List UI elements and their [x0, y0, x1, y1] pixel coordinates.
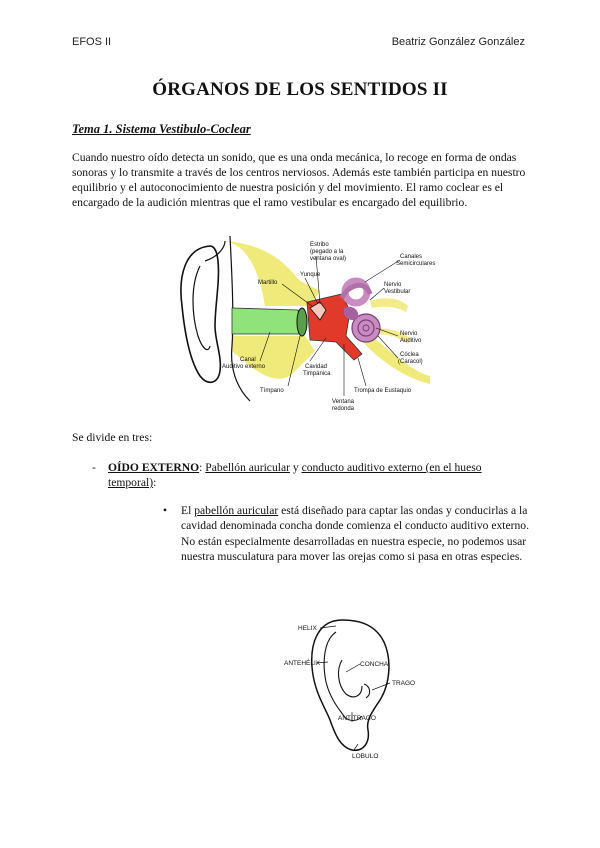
label-lobulo: LOBULO	[352, 753, 379, 760]
label-antehelix: ANTEHÉLIX	[284, 660, 321, 667]
label-coclea2: (Caracol)	[398, 359, 423, 365]
label-trago: TRAGO	[392, 680, 416, 687]
list-dash: -	[92, 461, 96, 474]
item-part1: Pabellón auricular	[205, 461, 290, 474]
section-title: Tema 1. Sistema Vestibulo-Coclear	[72, 122, 251, 136]
label-antitrago: ANTITRAGO	[338, 715, 376, 722]
pinna-outline	[181, 246, 220, 382]
external-auditory-canal	[232, 308, 302, 334]
label-cavidad1: Cavidad	[305, 364, 328, 370]
vestibular-nerve	[370, 298, 408, 312]
label-trompa: Trompa de Eustaquio	[354, 388, 412, 394]
item-part2: conducto auditivo externo (en el hueso temporal)	[108, 461, 482, 489]
eardrum	[297, 308, 307, 336]
item-end: :	[153, 476, 157, 489]
page-title: ÓRGANOS DE LOS SENTIDOS II	[152, 79, 448, 100]
label-estribo: Estribo	[310, 242, 329, 248]
label-helix: HELIX	[298, 625, 317, 632]
bullet-term: pabellón auricular	[194, 504, 279, 517]
ear-anatomy-diagram	[170, 236, 450, 416]
intro-paragraph: Cuando nuestro oído detecta un sonido, que es una onda mecánica, lo recoge en forma de ondas sonoras y lo transmite a través de los centros nerviosos. Además este también participa en nuestro equilibrio y el autoconocimiento de nuestra posición y del movimiento. El ramo coclear es el encargado de la audición mientras que el ramo vestibular es encargado del equilibrio.	[72, 151, 526, 209]
label-nervio-vest1: Nervio	[384, 282, 402, 288]
list-item-oido-externo	[92, 460, 522, 490]
label-nervio-aud2: Auditivo	[400, 338, 422, 344]
label-coclea1: Cóclea	[400, 352, 419, 358]
label-ventana1: Ventana	[332, 399, 355, 405]
label-canales1: Canales	[400, 254, 423, 260]
label-ventana2: redonda	[332, 406, 355, 412]
label-nervio-aud1: Nervio	[400, 331, 418, 337]
item-colon: :	[199, 461, 203, 474]
label-martillo: Martillo	[258, 280, 278, 286]
pinna-shape	[312, 620, 389, 750]
label-canal1: Canal	[240, 357, 256, 363]
label-estribo-sub2: ventana oval)	[310, 256, 347, 262]
pinna-diagram	[280, 612, 420, 762]
bullet-lead: El	[181, 504, 195, 517]
label-canal2: Auditivo externo	[222, 364, 266, 370]
label-estribo-sub1: (pegado a la	[310, 249, 344, 255]
item-connector: y	[289, 461, 302, 474]
label-cavidad2: Timpánica	[303, 371, 331, 377]
label-timpano: Tímpano	[260, 388, 284, 394]
label-nervio-vest2: Vestibular	[384, 289, 411, 295]
item-heading: OÍDO EXTERNO	[108, 461, 200, 474]
header-left: EFOS II	[72, 36, 112, 48]
bullet-dot: •	[163, 504, 168, 517]
bullet-pabellon	[163, 503, 533, 565]
divide-intro: Se divide en tres:	[72, 431, 153, 444]
label-concha: CONCHA	[360, 661, 389, 668]
header-right: Beatriz González González	[391, 36, 525, 48]
label-yunque: Yunque	[300, 272, 321, 278]
bullet-rest: está diseñado para captar las ondas y conducirlas a la cavidad denominada concha donde comienza el conducto auditivo externo. No están especialmente desarrolladas en nuestra especie, no podemos usar nuestra musculatura para mover las orejas como si pasa en otras especies.	[181, 504, 529, 564]
label-canales2: Semicirculares	[396, 261, 436, 267]
